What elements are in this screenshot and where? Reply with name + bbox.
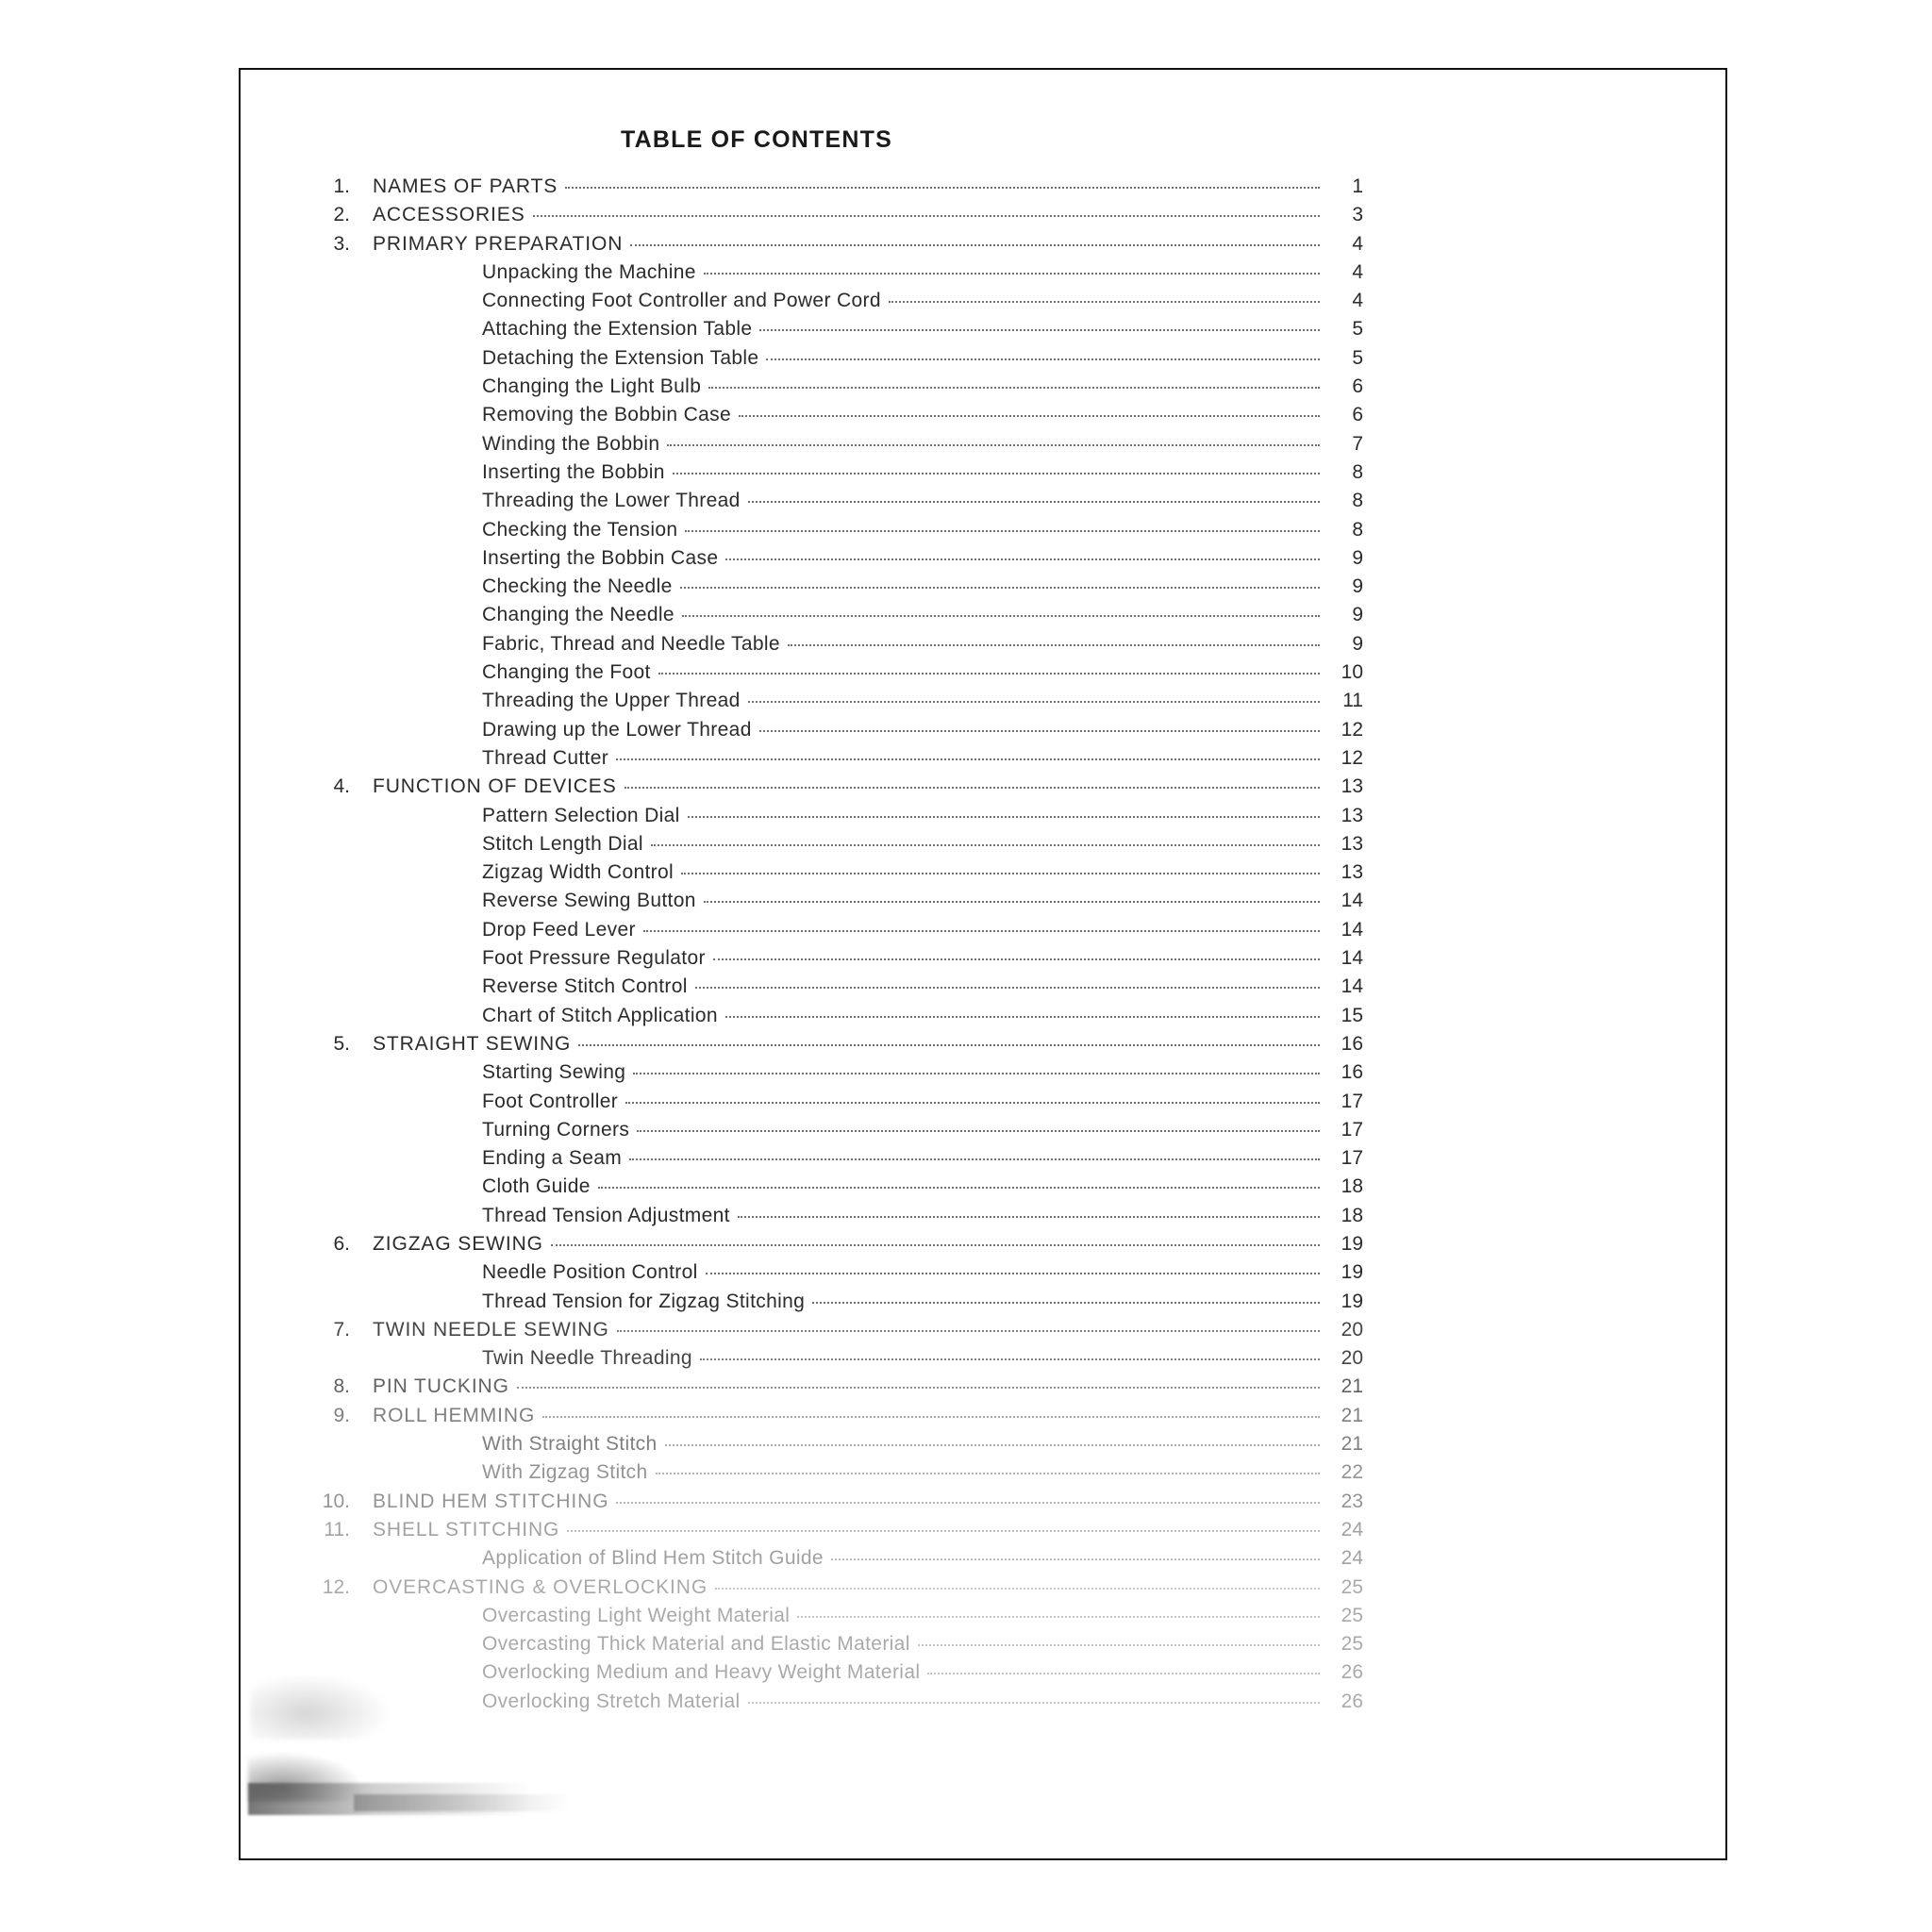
toc-entry-number: 12. [322, 1575, 350, 1598]
toc-entry[interactable] [297, 890, 1363, 918]
toc-entry[interactable] [297, 947, 1363, 975]
toc-leader-dots [682, 615, 1320, 617]
toc-leader-dots [725, 1016, 1320, 1018]
toc-entry-label: Zigzag Width Control [482, 861, 675, 884]
toc-entry-page-number: 25 [1341, 1575, 1363, 1598]
scan-smudge-artifact [250, 1674, 391, 1740]
toc-entry-number: 4. [333, 775, 350, 798]
toc-entry[interactable] [297, 490, 1363, 518]
toc-entry-label: Needle Position Control [482, 1261, 698, 1284]
table-of-contents-list [297, 175, 1363, 1719]
toc-entry-page-number: 16 [1341, 1061, 1363, 1084]
toc-entry-label: Twin Needle Threading [482, 1347, 692, 1370]
toc-entry-page-number: 26 [1341, 1690, 1363, 1712]
toc-entry-page-number: 10 [1341, 661, 1363, 684]
toc-entry-label: Cloth Guide [482, 1175, 591, 1198]
page-title-text: TABLE OF CONTENTS [621, 126, 892, 153]
toc-entry-label: Changing the Light Bulb [482, 375, 702, 398]
toc-leader-dots [565, 187, 1320, 189]
toc-entry-page-number: 5 [1352, 346, 1363, 369]
toc-entry[interactable] [297, 1375, 1363, 1404]
toc-entry-label: Overlocking Medium and Heavy Weight Material [482, 1661, 921, 1684]
toc-entry-page-number: 7 [1352, 432, 1363, 455]
toc-leader-dots [633, 1073, 1320, 1074]
toc-entry-label: Ending a Seam [482, 1147, 623, 1170]
toc-entry-page-number: 5 [1352, 318, 1363, 341]
toc-entry[interactable] [297, 975, 1363, 1004]
toc-leader-dots [643, 930, 1320, 932]
toc-leader-dots [629, 1158, 1320, 1160]
toc-entry-page-number: 13 [1341, 861, 1363, 884]
toc-leader-dots [616, 758, 1320, 760]
toc-entry[interactable] [297, 519, 1363, 547]
toc-leader-dots [748, 501, 1320, 503]
toc-leader-dots [812, 1302, 1320, 1304]
toc-leader-dots [630, 244, 1320, 246]
toc-leader-dots [598, 1187, 1320, 1189]
toc-entry-number: 9. [333, 1404, 350, 1426]
toc-entry[interactable] [297, 433, 1363, 461]
toc-leader-dots [681, 873, 1320, 874]
toc-leader-dots [567, 1530, 1320, 1532]
toc-entry[interactable] [297, 1175, 1363, 1204]
toc-entry[interactable] [297, 1291, 1363, 1319]
toc-leader-dots [637, 1130, 1320, 1132]
toc-entry-page-number: 8 [1352, 518, 1363, 541]
toc-entry[interactable] [297, 633, 1363, 661]
toc-entry-label: ROLL HEMMING [373, 1404, 536, 1426]
toc-leader-dots [831, 1558, 1320, 1560]
toc-entry-label: With Straight Stitch [482, 1433, 658, 1456]
toc-entry-label: Inserting the Bobbin Case [482, 546, 719, 569]
toc-entry-label: Threading the Upper Thread [482, 690, 741, 712]
toc-entry[interactable] [297, 233, 1363, 261]
toc-entry-label: Threading the Lower Thread [482, 490, 741, 512]
toc-leader-dots [797, 1616, 1320, 1618]
toc-entry-page-number: 13 [1341, 804, 1363, 826]
toc-entry[interactable] [297, 1033, 1363, 1061]
toc-entry-page-number: 20 [1341, 1347, 1363, 1370]
scan-smudge-artifact [354, 1794, 571, 1811]
toc-entry[interactable] [297, 1319, 1363, 1347]
toc-entry[interactable] [297, 833, 1363, 861]
toc-leader-dots [617, 1330, 1320, 1332]
toc-entry-label: ZIGZAG SEWING [373, 1232, 543, 1255]
toc-leader-dots [759, 329, 1320, 331]
toc-entry-label: OVERCASTING & OVERLOCKING [373, 1575, 708, 1598]
toc-entry-page-number: 1 [1352, 175, 1363, 197]
toc-entry[interactable] [297, 1233, 1363, 1261]
toc-leader-dots [748, 1702, 1320, 1704]
toc-entry-page-number: 14 [1341, 947, 1363, 970]
toc-entry-label: Removing the Bobbin Case [482, 404, 732, 426]
toc-entry[interactable] [297, 775, 1363, 804]
toc-entry-label: Checking the Needle [482, 575, 673, 598]
toc-leader-dots [688, 816, 1320, 818]
toc-leader-dots [658, 673, 1320, 675]
toc-entry[interactable] [297, 1147, 1363, 1175]
toc-leader-dots [918, 1644, 1320, 1646]
toc-entry-label: Overlocking Stretch Material [482, 1690, 741, 1712]
toc-entry[interactable] [297, 1633, 1363, 1661]
toc-entry-page-number: 25 [1341, 1633, 1363, 1656]
toc-entry[interactable] [297, 290, 1363, 318]
toc-entry-page-number: 26 [1341, 1661, 1363, 1684]
toc-entry[interactable] [297, 404, 1363, 432]
toc-entry-page-number: 4 [1352, 232, 1363, 255]
toc-leader-dots [700, 1358, 1320, 1360]
toc-entry[interactable] [297, 547, 1363, 575]
toc-entry-page-number: 9 [1352, 604, 1363, 626]
toc-entry[interactable] [297, 1005, 1363, 1033]
toc-entry[interactable] [297, 661, 1363, 690]
page-title [241, 126, 1725, 154]
toc-entry-label: Foot Pressure Regulator [482, 947, 706, 970]
toc-entry-page-number: 14 [1341, 890, 1363, 912]
toc-entry[interactable] [297, 575, 1363, 604]
toc-entry-page-number: 24 [1341, 1518, 1363, 1541]
toc-entry-number: 1. [333, 175, 350, 197]
toc-entry-label: With Zigzag Stitch [482, 1461, 648, 1484]
toc-entry-page-number: 23 [1341, 1490, 1363, 1512]
toc-entry-page-number: 11 [1342, 690, 1363, 712]
toc-entry-label: Detaching the Extension Table [482, 346, 759, 369]
toc-entry[interactable] [297, 1690, 1363, 1719]
toc-entry[interactable] [297, 375, 1363, 404]
toc-entry[interactable] [297, 1519, 1363, 1547]
toc-leader-dots [748, 701, 1320, 703]
toc-leader-dots [685, 530, 1320, 532]
toc-entry-label: Winding the Bobbin [482, 432, 660, 455]
toc-entry[interactable] [297, 461, 1363, 490]
toc-entry-page-number: 12 [1341, 746, 1363, 769]
toc-entry-label: Checking the Tension [482, 518, 678, 541]
toc-leader-dots [667, 444, 1320, 446]
toc-entry[interactable] [297, 1661, 1363, 1690]
toc-entry-label: ACCESSORIES [373, 204, 525, 226]
toc-entry[interactable] [297, 204, 1363, 232]
toc-entry-page-number: 15 [1341, 1004, 1363, 1026]
toc-entry[interactable] [297, 1433, 1363, 1461]
toc-entry[interactable] [297, 1491, 1363, 1519]
toc-leader-dots [517, 1387, 1320, 1389]
toc-leader-dots [625, 1102, 1320, 1104]
toc-entry[interactable] [297, 318, 1363, 346]
toc-entry-page-number: 4 [1352, 290, 1363, 312]
toc-entry-label: Reverse Sewing Button [482, 890, 696, 912]
toc-entry-label: Overcasting Thick Material and Elastic Material [482, 1633, 910, 1656]
toc-entry-page-number: 24 [1341, 1547, 1363, 1570]
toc-leader-dots [625, 787, 1320, 789]
toc-entry-page-number: 14 [1341, 918, 1363, 941]
toc-leader-dots [542, 1416, 1320, 1418]
toc-leader-dots [651, 844, 1320, 846]
toc-entry[interactable] [297, 919, 1363, 947]
toc-entry-page-number: 21 [1341, 1375, 1363, 1398]
toc-entry-label: TWIN NEEDLE SEWING [373, 1318, 609, 1341]
toc-leader-dots [695, 987, 1320, 989]
toc-entry-page-number: 9 [1352, 575, 1363, 598]
toc-entry[interactable] [297, 1347, 1363, 1375]
toc-entry-label: Unpacking the Machine [482, 260, 696, 283]
document-sheet [239, 68, 1727, 1860]
toc-entry-number: 3. [333, 232, 350, 255]
toc-entry[interactable] [297, 805, 1363, 833]
toc-entry-page-number: 12 [1341, 718, 1363, 741]
toc-entry-page-number: 13 [1341, 775, 1363, 798]
toc-entry[interactable] [297, 1461, 1363, 1490]
toc-entry-page-number: 19 [1341, 1290, 1363, 1312]
toc-entry-label: PIN TUCKING [373, 1375, 509, 1398]
toc-leader-dots [704, 273, 1320, 275]
toc-entry-number: 6. [333, 1232, 350, 1255]
toc-leader-dots [578, 1044, 1320, 1046]
toc-entry-label: NAMES OF PARTS [373, 175, 558, 197]
toc-leader-dots [704, 901, 1320, 903]
toc-entry-label: Thread Cutter [482, 746, 609, 769]
toc-leader-dots [680, 587, 1320, 589]
toc-entry[interactable] [297, 1205, 1363, 1233]
toc-entry[interactable] [297, 1576, 1363, 1605]
toc-entry-page-number: 18 [1341, 1204, 1363, 1226]
toc-entry-label: Connecting Foot Controller and Power Cord [482, 290, 881, 312]
toc-entry-label: Stitch Length Dial [482, 832, 643, 855]
toc-entry-page-number: 19 [1341, 1261, 1363, 1284]
toc-entry-number: 8. [333, 1375, 350, 1398]
toc-entry-number: 10. [322, 1490, 350, 1512]
toc-entry[interactable] [297, 175, 1363, 204]
toc-entry-label: Turning Corners [482, 1118, 630, 1141]
toc-entry[interactable] [297, 690, 1363, 718]
toc-entry-label: BLIND HEM STITCHING [373, 1490, 609, 1512]
toc-entry-label: Pattern Selection Dial [482, 804, 680, 826]
toc-leader-dots [725, 558, 1320, 560]
toc-leader-dots [673, 473, 1320, 475]
toc-entry-number: 7. [333, 1318, 350, 1341]
toc-entry-page-number: 19 [1341, 1232, 1363, 1255]
toc-entry-label: Inserting the Bobbin [482, 460, 665, 483]
toc-entry[interactable] [297, 1119, 1363, 1147]
toc-leader-dots [708, 387, 1320, 389]
toc-entry-page-number: 16 [1341, 1032, 1363, 1055]
toc-entry-page-number: 8 [1352, 490, 1363, 512]
toc-entry[interactable] [297, 747, 1363, 775]
toc-entry-page-number: 17 [1341, 1090, 1363, 1112]
toc-entry-page-number: 6 [1352, 404, 1363, 426]
toc-entry-label: SHELL STITCHING [373, 1518, 560, 1541]
toc-entry-page-number: 4 [1352, 260, 1363, 283]
toc-entry-page-number: 22 [1341, 1461, 1363, 1484]
toc-entry-page-number: 25 [1341, 1604, 1363, 1626]
toc-leader-dots [788, 644, 1320, 646]
toc-entry-number: 2. [333, 204, 350, 226]
toc-leader-dots [739, 415, 1320, 417]
toc-entry-label: Changing the Needle [482, 604, 675, 626]
toc-entry-page-number: 20 [1341, 1318, 1363, 1341]
toc-entry-label: Overcasting Light Weight Material [482, 1604, 791, 1626]
toc-entry-number: 11. [324, 1518, 350, 1541]
toc-entry-label: Thread Tension for Zigzag Stitching [482, 1290, 806, 1312]
toc-entry-page-number: 3 [1352, 204, 1363, 226]
toc-leader-dots [889, 301, 1320, 303]
toc-entry-number: 5. [333, 1032, 350, 1055]
toc-entry-page-number: 9 [1352, 632, 1363, 655]
toc-entry-label: Drawing up the Lower Thread [482, 718, 752, 741]
toc-entry-label: Application of Blind Hem Stitch Guide [482, 1547, 824, 1570]
toc-entry-page-number: 13 [1341, 832, 1363, 855]
toc-entry-page-number: 18 [1341, 1175, 1363, 1198]
toc-entry-label: FUNCTION OF DEVICES [373, 775, 617, 798]
toc-entry[interactable] [297, 261, 1363, 290]
toc-entry[interactable] [297, 604, 1363, 632]
toc-entry[interactable] [297, 861, 1363, 890]
toc-entry-label: Changing the Foot [482, 661, 651, 684]
toc-entry-page-number: 14 [1341, 975, 1363, 998]
toc-entry[interactable] [297, 347, 1363, 375]
toc-entry-label: STRAIGHT SEWING [373, 1032, 572, 1055]
toc-leader-dots [715, 1588, 1320, 1590]
toc-entry[interactable] [297, 1405, 1363, 1433]
toc-entry-page-number: 9 [1352, 546, 1363, 569]
toc-entry-page-number: 17 [1341, 1118, 1363, 1141]
toc-entry-page-number: 6 [1352, 375, 1363, 398]
toc-entry-page-number: 8 [1352, 460, 1363, 483]
toc-leader-dots [766, 358, 1320, 360]
toc-entry-page-number: 17 [1341, 1147, 1363, 1170]
toc-entry-label: PRIMARY PREPARATION [373, 232, 624, 255]
toc-entry-label: Reverse Stitch Control [482, 975, 688, 998]
toc-entry[interactable] [297, 719, 1363, 747]
toc-entry-label: Foot Controller [482, 1090, 619, 1112]
toc-entry-label: Chart of Stitch Application [482, 1004, 718, 1026]
toc-leader-dots [927, 1673, 1320, 1674]
toc-entry[interactable] [297, 1261, 1363, 1290]
toc-entry-label: Drop Feed Lever [482, 918, 636, 941]
toc-entry[interactable] [297, 1091, 1363, 1119]
toc-leader-dots [616, 1502, 1320, 1504]
toc-leader-dots [665, 1444, 1320, 1446]
toc-entry[interactable] [297, 1061, 1363, 1090]
toc-entry[interactable] [297, 1547, 1363, 1575]
toc-entry-label: Attaching the Extension Table [482, 318, 753, 341]
toc-entry-label: Starting Sewing [482, 1061, 626, 1084]
toc-entry-page-number: 21 [1341, 1433, 1363, 1456]
toc-entry-label: Thread Tension Adjustment [482, 1204, 730, 1226]
toc-entry-page-number: 21 [1341, 1404, 1363, 1426]
toc-leader-dots [713, 958, 1320, 960]
toc-leader-dots [738, 1216, 1320, 1218]
toc-leader-dots [551, 1244, 1320, 1246]
toc-leader-dots [656, 1473, 1320, 1474]
toc-leader-dots [706, 1273, 1320, 1274]
toc-entry-label: Fabric, Thread and Needle Table [482, 632, 780, 655]
toc-leader-dots [759, 730, 1320, 732]
toc-leader-dots [533, 215, 1320, 217]
toc-entry[interactable] [297, 1605, 1363, 1633]
